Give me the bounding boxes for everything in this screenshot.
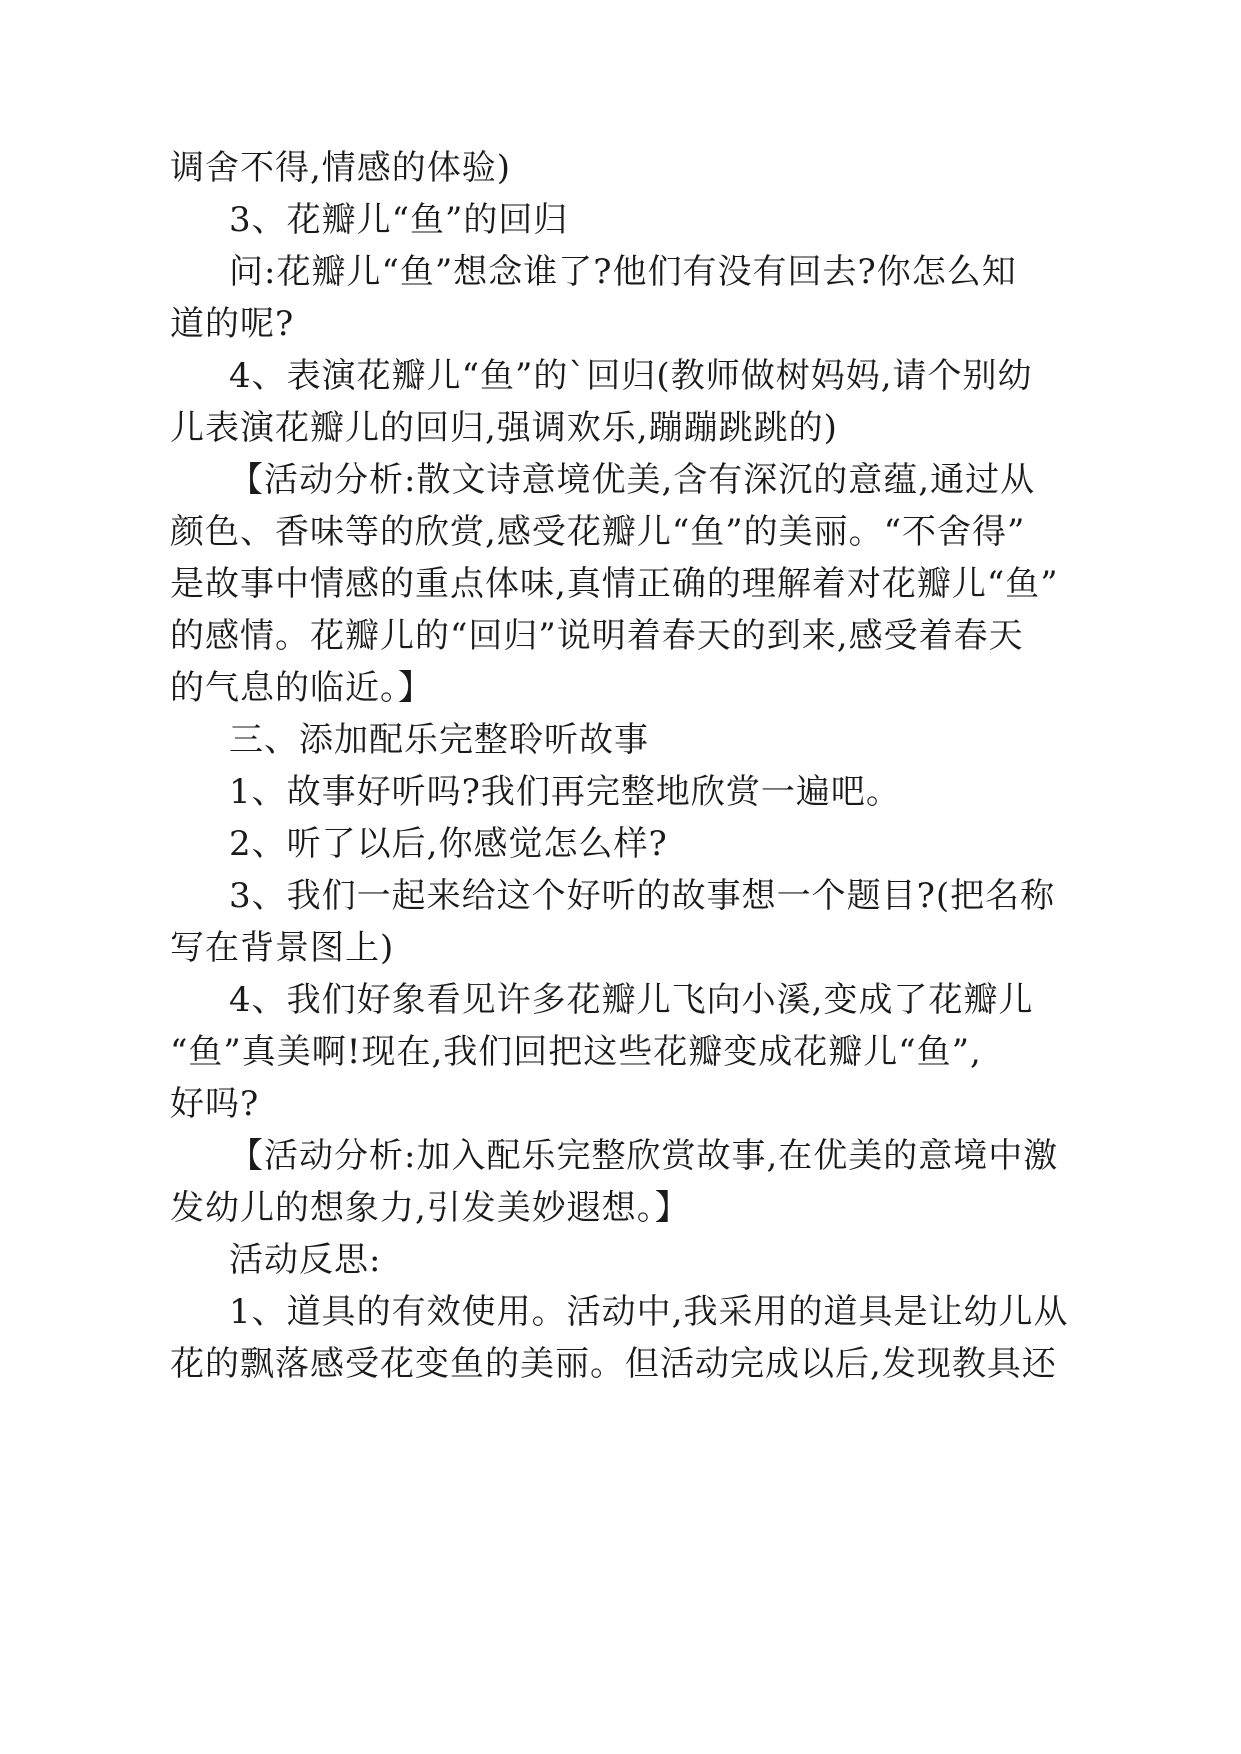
text-line: 1、故事好听吗?我们再完整地欣赏一遍吧。	[229, 772, 901, 812]
text-line: 花 的 飘 落 感 受 花 变 鱼 的 美 丽 。 但 活 动 完 成 以 后 , 发 现 教 具 还	[170, 1344, 1057, 1384]
text-line: 发幼儿的想象力,引发美妙遐想。】	[170, 1188, 690, 1228]
text-line: 问 : 花 瓣 儿 “ 鱼 ” 想 念 谁 了 ? 他 们 有 没 有 回 去 ? 你 怎 么 知	[229, 252, 1017, 292]
text-line: 的气息的临近。】	[170, 668, 433, 708]
text-line: 4 、 表 演 花 瓣 儿 “ 鱼 ” 的 ` 回 归 ( 教 师 做 树 妈 妈 , 请 个 别 幼	[229, 356, 1033, 396]
section-heading: 三、添加配乐完整聆听故事	[229, 720, 649, 760]
text-line: 道的呢?	[170, 304, 295, 344]
text-line: 【 活 动 分 析 : 散 文 诗 意 境 优 美 , 含 有 深 沉 的 意 蕴 , 通 过 从	[229, 460, 1036, 500]
text-line: 儿表演花瓣儿的回归,强调欢乐,蹦蹦跳跳的)	[170, 408, 838, 448]
text-line: 是 故 事 中 情 感 的 重 点 体 味 , 真 情 正 确 的 理 解 着 对 花 瓣 儿 “ 鱼 ”	[170, 564, 1059, 604]
text-line: 好吗?	[170, 1084, 260, 1124]
text-line: 调舍不得,情感的体验)	[170, 148, 512, 188]
text-line: 1 、 道 具 的 有 效 使 用 。 活 动 中 , 我 采 用 的 道 具 是 让 幼 儿 从	[229, 1292, 1069, 1332]
text-line: “ 鱼 ” 真 美 啊 ! 现 在 , 我 们 回 把 这 些 花 瓣 变 成 花 瓣 儿 “ 鱼 ” ,	[170, 1032, 982, 1072]
text-line: 2、听了以后,你感觉怎么样?	[229, 824, 668, 864]
text-line: 3 、 我 们 一 起 来 给 这 个 好 听 的 故 事 想 一 个 题 目 ? ( 把 名 称	[229, 876, 1056, 916]
text-line: 的 感 情 。 花 瓣 儿 的 “ 回 归 ” 说 明 着 春 天 的 到 来 , 感 受 着 春 天	[170, 616, 1024, 656]
text-line: 写在背景图上)	[170, 928, 395, 968]
text-line: 【 活 动 分 析 : 加 入 配 乐 完 整 欣 赏 故 事 , 在 优 美 的 意 境 中 激	[229, 1136, 1059, 1176]
text-line: 颜 色 、 香 味 等 的 欣 赏 , 感 受 花 瓣 儿 “ 鱼 ” 的 美 丽 。 “ 不 舍 得 ”	[170, 512, 1026, 552]
section-heading: 活动反思:	[229, 1240, 382, 1280]
text-line: 3、花瓣儿“鱼”的回归	[229, 200, 569, 240]
text-line: 4 、 我 们 好 象 看 见 许 多 花 瓣 儿 飞 向 小 溪 , 变 成 了 花 瓣 儿	[229, 980, 1034, 1020]
